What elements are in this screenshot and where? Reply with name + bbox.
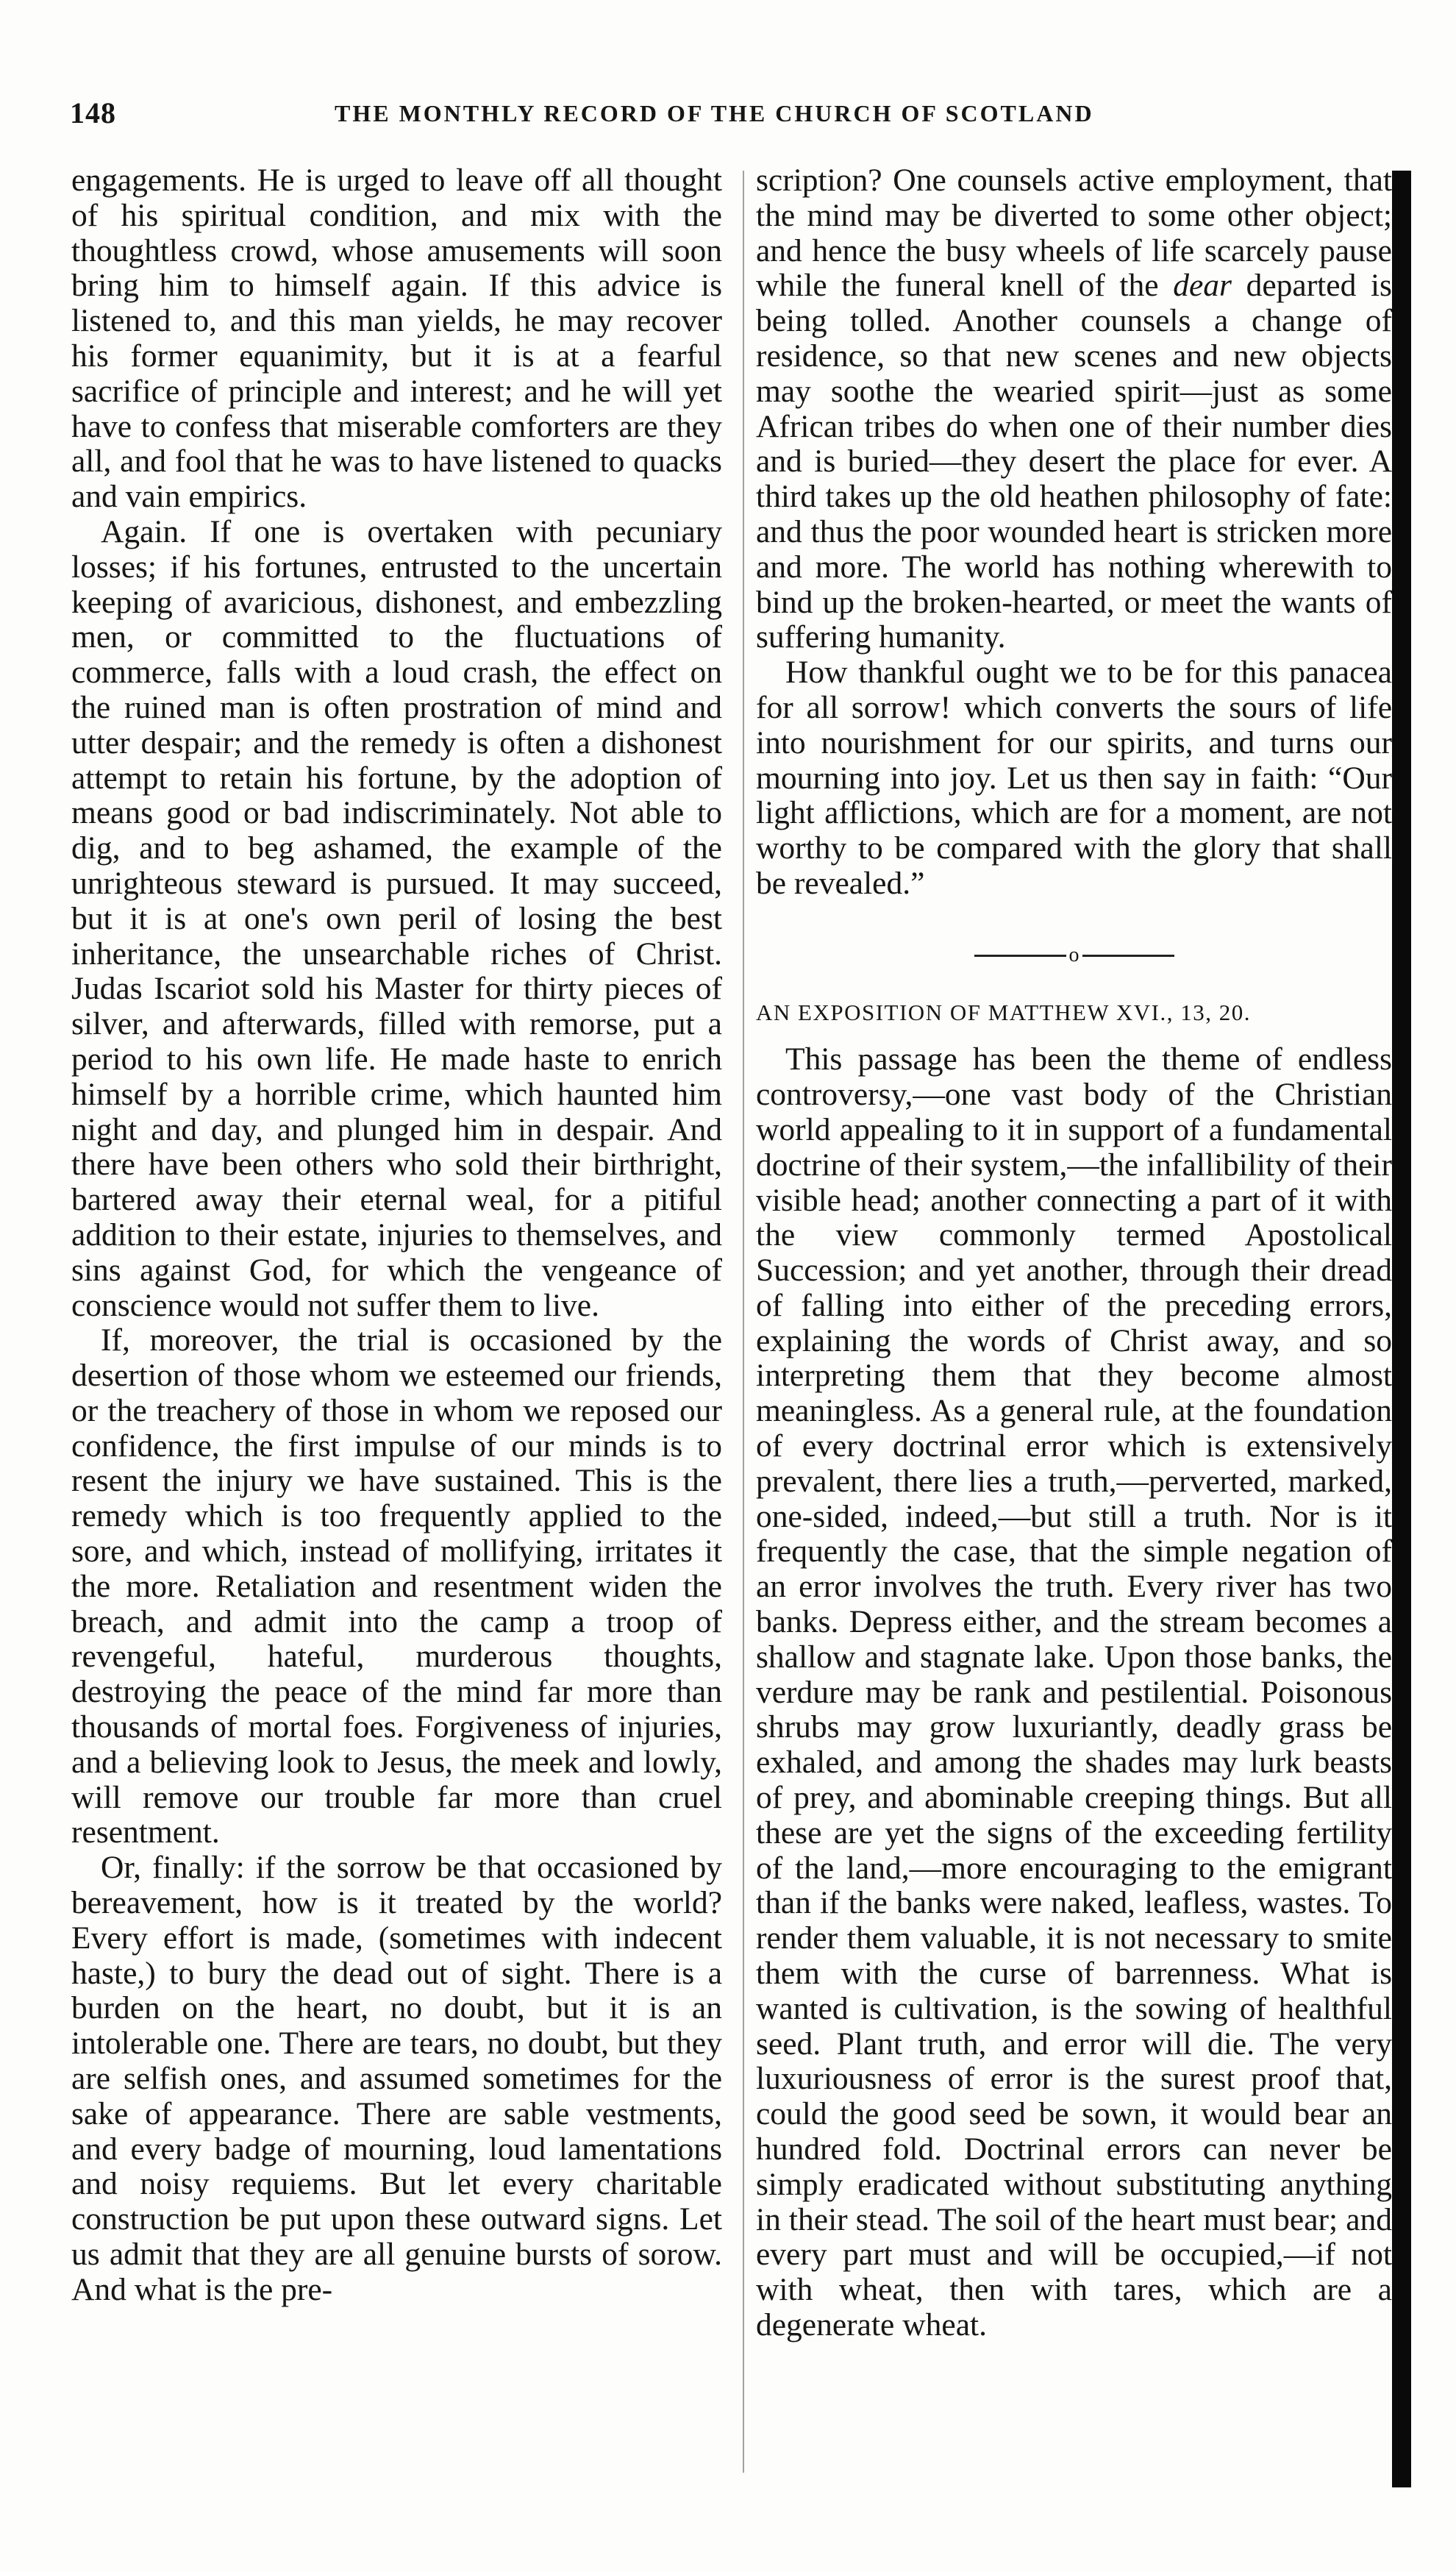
paragraph: This passage has been the theme of endless controversy,—one vast body of the Christian world appealing to it in support of a fundamental doctrine of their system,—the infallibility of their visible head; another connecting a part of it with the view commonly termed Apostolical Succession; and yet another, through their dread of falling into either of the preceding errors, explaining the words of Christ away, and so interpreting them that they become almost meaningless. As a general rule, at the foundation of every doctrinal error which is extensively prevalent, there lies a truth,—perverted, marked, one-sided, indeed,—but still a truth. Nor is it frequently the case, that the simple negation of an error involves the truth. Every river has two banks. Depress either, and the stream becomes a shallow and stagnate lake. Upon those banks, the verdure may be rank and pestilential. Poisonous shrubs may grow luxuriantly, deadly grass be exhaled, and among the shades may lurk beasts of prey, and abominable creeping things. But all these are yet the signs of the exceeding fertility of the land,—more encouraging to the emigrant than if the banks were naked, leafless, wastes. To render them valuable, it is not necessary to smite them with the curse of barrenness. What is wanted is cultivation, is the sowing of healthful seed. Plant truth, and error will die. The very luxuriousness of error is the surest proof that, could the good seed be sown, it would bear an hundred fold. Doctrinal errors can never be simply eradicated without substituting anything in their stead. The soil of the heart must bear; and every part must and will be occupied,—if not with wheat, then with tares, which are a degenerate wheat. [756,1041,1392,2343]
binding-shadow [1392,171,1411,2487]
paragraph: engagements. He is urged to leave off all thought of his spiritual condition, and mix with the thoughtless crowd, whose amusements will soon bring him to himself again. If this advice is listened to, and this man yields, he may recover his former equanimity, but it is at a fearful sacrifice of principle and interest; and he will yet have to confess that miserable comforters are they all, and fool that he was to have listened to quacks and vain empirics. [71,163,722,515]
paragraph [756,163,1392,655]
running-head: THE MONTHLY RECORD OF THE CHURCH OF SCOTLAND [335,100,1094,127]
separator-ornament: o [1068,944,1079,967]
left-column [71,163,722,2308]
paragraph-text: departed is being tolled. Another counsels a change of residence, so that new scenes and new objects may soothe the wearied spirit—just as some African tribes do when one of their number dies and is buried—they desert the place for ever. A third takes up the old heathen philosophy of fate: and thus the poor wounded heart is stricken more and more. The world has nothing wherewith to bind up the broken-hearted, or meet the wants of suffering humanity. [756,268,1392,655]
paragraph: How thankful ought we to be for this panacea for all sorrow! which converts the sours of life into nourishment for our spirits, and turns our mourning into joy. Let us then say in faith: “Our light afflictions, which are for a moment, are not worthy to be compared with the glory that shall be revealed.” [756,655,1392,901]
paragraph: Or, finally: if the sorrow be that occasioned by bereavement, how is it treated by the world? Every effort is made, (sometimes with indecent haste,) to bury the dead out of sight. There is a burden on the heart, no doubt, but it is an intolerable one. There are tears, no doubt, but they are selfish ones, and assumed sometimes for the sake of appearance. There are sable vestments, and every badge of mourning, loud lamentations and noisy requiems. But let every charitable construction be put upon these outward signs. Let us admit that they are all genuine bursts of sorow. And what is the pre- [71,1850,722,2307]
paragraph-text: scription? One counsels active employment, that the mind may be diverted to some other object; and hence the busy wheels of life scarcely pause while the funeral knell of the [756,163,1392,304]
column-divider [743,171,744,2473]
section-heading: AN EXPOSITION OF MATTHEW XVI., 13, 20. [756,1000,1251,1026]
italic-word: dear [1173,268,1232,304]
right-column [756,163,1396,2343]
page-number: 148 [70,96,116,129]
separator-rule-right [1082,955,1174,957]
separator-rule-left [974,955,1066,957]
paragraph: If, moreover, the trial is occasioned by the desertion of those whom we esteemed our friends, or the treachery of those in whom we reposed our confidence, the first impulse of our minds is to resent the injury we have sustained. This is the remedy which is too frequently applied to the sore, and which, instead of mollifying, irritates it the more. Retaliation and resentment widen the breach, and admit into the camp a troop of revengeful, hateful, murderous thoughts, destroying the peace of the mind far more than thousands of mortal foes. Forgiveness of injuries, and a believing look to Jesus, the meek and lowly, will remove our trouble far more than cruel resentment. [71,1322,722,1850]
section-separator [968,944,1181,966]
page-header [70,96,1393,140]
paragraph: Again. If one is overtaken with pecuniary losses; if his fortunes, entrusted to the uncertain keeping of avaricious, dishonest, and embezzling men, or committed to the fluctuations of commerce, falls with a loud crash, the effect on the ruined man is often prostration of mind and utter despair; and the remedy is often a dishonest attempt to retain his fortune, by the adoption of means good or bad indiscriminately. Not able to dig, and to beg ashamed, the example of the unrighteous steward is pursued. It may succeed, but it is at one's own peril of losing the best inheritance, the unsearchable riches of Christ. Judas Iscariot sold his Master for thirty pieces of silver, and afterwards, filled with remorse, put a period to his own life. He made haste to enrich himself by a horrible crime, which haunted him night and day, and plunged him in despair. And there have been others who sold their birthright, bartered away their eternal weal, for a pitiful addition to their estate, injuries to themselves, and sins against God, for which the vengeance of conscience would not suffer them to live. [71,513,722,1323]
